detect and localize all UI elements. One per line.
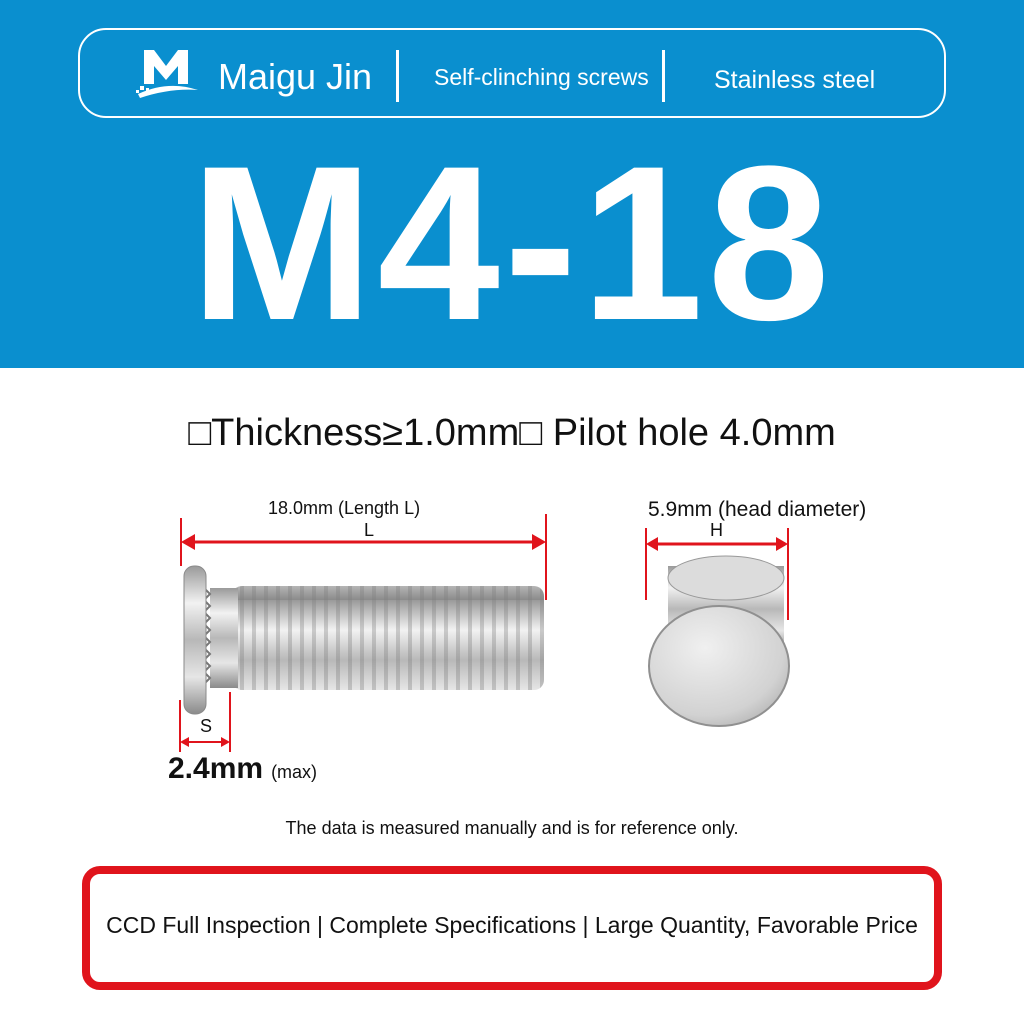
threaded-shank	[232, 586, 544, 690]
slogan-text: CCD Full Inspection | Complete Specifications | Large Quantity, Favorable Price	[106, 912, 918, 938]
product-category: Self-clinching screws	[434, 64, 649, 90]
model-number: M4-18	[190, 120, 834, 366]
screw-end-view	[649, 556, 789, 726]
shank-value-text: 2.4mm	[168, 752, 264, 785]
length-caption: 18.0mm (Length L)	[268, 498, 421, 518]
screw-head	[184, 566, 206, 714]
clinch-collar	[210, 588, 238, 688]
reference-note: The data is measured manually and is for reference only.	[285, 818, 739, 838]
screw-side-view	[184, 566, 544, 714]
product-material: Stainless steel	[714, 66, 876, 94]
shank-symbol: S	[200, 716, 213, 736]
brand-name: Maigu Jin	[218, 56, 373, 97]
head-face	[649, 606, 789, 726]
shank-qualifier: (max)	[271, 762, 318, 782]
length-symbol: L	[364, 520, 375, 540]
shank-value	[168, 752, 317, 786]
spec-line: □Thickness≥1.0mm□ Pilot hole 4.0mm	[188, 412, 836, 454]
head-caption: 5.9mm (head diameter)	[648, 498, 867, 521]
head-symbol: H	[710, 520, 723, 540]
